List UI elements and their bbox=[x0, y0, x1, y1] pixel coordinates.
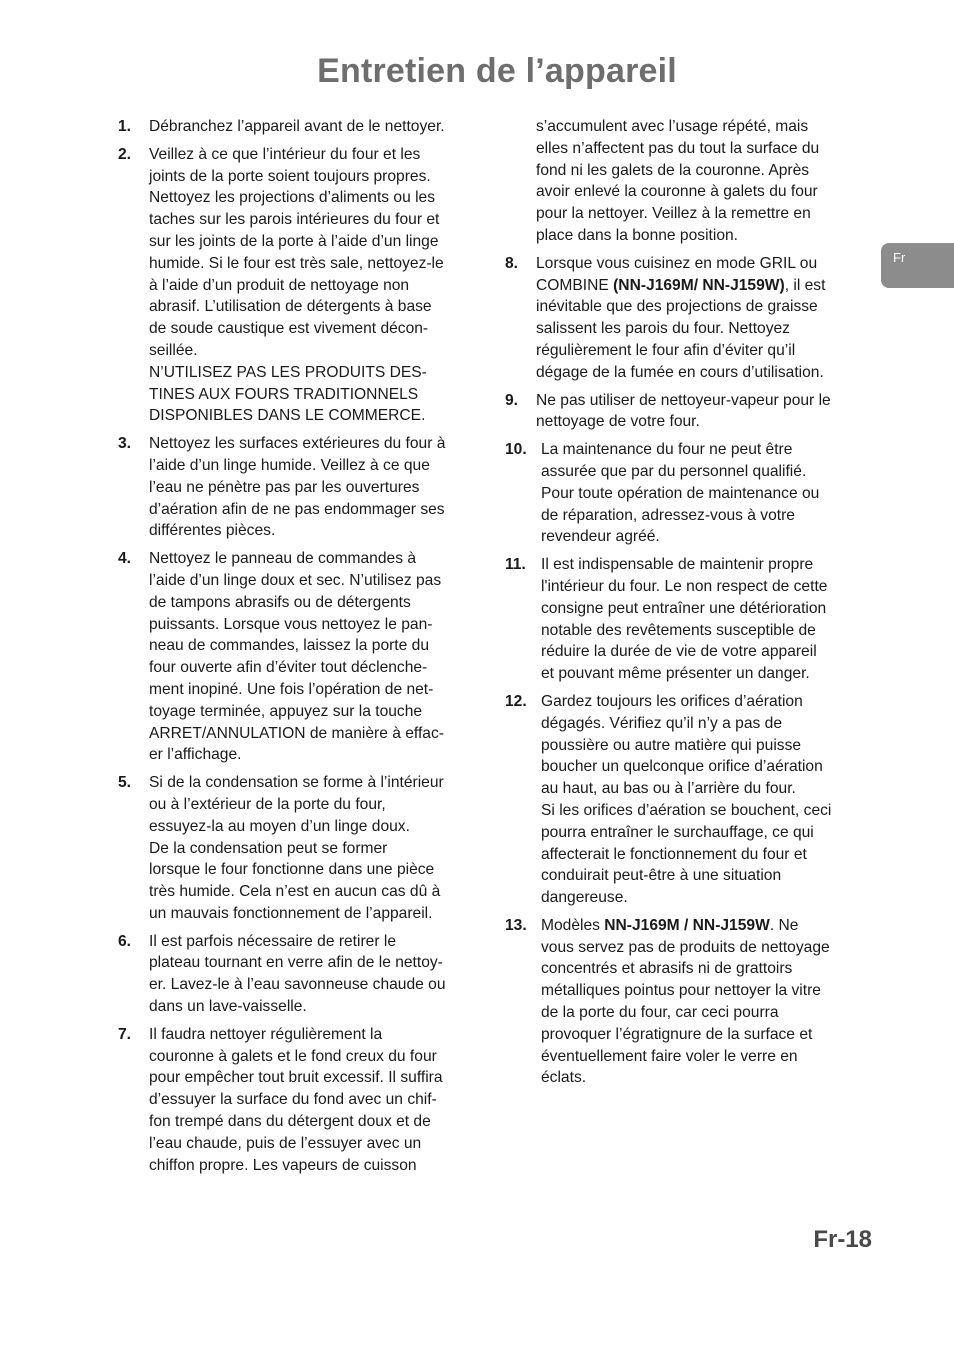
model-numbers: (NN-J169M/ NN-J159W) bbox=[613, 276, 785, 294]
item-number: 8. bbox=[505, 254, 519, 272]
list-item bbox=[505, 253, 873, 384]
item-text: Il faudra nettoyer régulièrement la couronne à galets et le fond creux du four pour empêcher tout bruit excessif. Il suffira d’essuyer la surface du fond avec un chif- fon trempé dans du détergent doux et de l’eau chaude, puis de l’essuyer avec un chiffon propre. Les vapeurs de cuisson bbox=[149, 1025, 443, 1174]
list-item bbox=[118, 433, 486, 542]
item-text-part: , il est inévitable que des projections de graisse salissent les parois du four. Nettoyez régulièrement le four afin d’éviter qu’il dégage de la fumée en cours d’utilisation. bbox=[536, 276, 826, 381]
list-item bbox=[505, 691, 873, 909]
list-item bbox=[118, 1024, 486, 1177]
list-item bbox=[505, 554, 873, 685]
item-number: 6. bbox=[118, 932, 132, 950]
list-item bbox=[118, 931, 486, 1018]
model-numbers: NN-J169M / NN-J159W bbox=[604, 916, 770, 934]
item-text-part: Lorsque vous cuisinez en mode GRIL ou COMBINE bbox=[536, 254, 818, 294]
item-text-part: Modèles bbox=[541, 916, 605, 934]
item-text: Gardez toujours les orifices d’aération dégagés. Vérifiez qu’il n’y a pas de poussière ou autre matière qui puisse boucher un quelconque orifice d’aération au haut, au bas ou à l’arrière du four. Si les orifices d’aération se bouchent, ceci pourra entraîner le surchauffage, ce qui affecterait le fonctionnement du four et conduirait peut-être à une situation dangereuse. bbox=[541, 692, 832, 907]
item-number: 4. bbox=[118, 550, 132, 568]
item-number: 5. bbox=[118, 774, 132, 792]
item-number: 1. bbox=[118, 118, 132, 135]
item-number: 7. bbox=[118, 1025, 132, 1043]
language-tab: Fr bbox=[881, 243, 954, 288]
list-item bbox=[505, 439, 873, 548]
page-title: Entretien de l’appareil bbox=[317, 52, 677, 90]
left-column bbox=[118, 116, 486, 1182]
item-text bbox=[536, 253, 873, 384]
item-text bbox=[541, 915, 873, 1089]
item-number: 10. bbox=[505, 441, 527, 459]
list-item bbox=[505, 915, 873, 1089]
item-number: 2. bbox=[118, 145, 132, 163]
item-number: 12. bbox=[505, 692, 527, 710]
item-number: 11. bbox=[505, 556, 526, 574]
item-text: s’accumulent avec l’usage répété, mais elles n’affectent pas du tout la surface du fond ni les galets de la couronne. Après avoir enlevé la couronne à galets du four pour la nettoyer. Veillez à la remettre en place dans la bonne position. bbox=[536, 118, 820, 244]
item-text: Débranchez l’appareil avant de le nettoyer. bbox=[149, 118, 445, 135]
list-item bbox=[505, 390, 873, 434]
page-number: Fr-18 bbox=[813, 1226, 872, 1253]
item-text: Veillez à ce que l’intérieur du four et les joints de la porte soient toujours propres. Nettoyez les projections d’aliments ou les taches sur les parois intérieures du four et sur les joints de la porte à l’aide d’un linge humide. Si le four est très sale, nettoyez-le à l’aide d’un produit de nettoyage non abrasif. L’utilisation de détergents à base de soude caustique est vivement décon- seillée. N’UTILISEZ PAS LES PRODUITS DES- TINES AUX FOURS TRADITIONNELS DISPONIBLES DANS LE COMMERCE. bbox=[149, 145, 444, 425]
item-text: Nettoyez le panneau de commandes à l’aide d’un linge doux et sec. N’utilisez pas de tampons abrasifs ou de détergents puissants. Lorsque vous nettoyez le pan- neau de commandes, laissez la porte du four ouverte afin d’éviter tout déclenche- ment inopiné. Une fois l’opération de net- toyage terminée, appuyez sur la touche ARRET/ANNULATION de manière à effac- er l’affichage. bbox=[149, 550, 444, 764]
item-number: 3. bbox=[118, 435, 132, 453]
item-number: 9. bbox=[505, 391, 519, 409]
item-text: Il est indispensable de maintenir propre l'intérieur du four. Le non respect de cette consigne peut entraîner une détérioration notable des revêtements susceptible de réduire la durée de vie de votre appareil et pouvant même présenter un danger. bbox=[541, 556, 828, 683]
item-text: Si de la condensation se forme à l’intérieur ou à l’extérieur de la porte du four, essuyez-la au moyen d’un linge doux. De la condensation peut se former lorsque le four fonctionne dans une pièce très humide. Cela n’est en aucun cas dû à un mauvais fonctionnement de l’appareil. bbox=[149, 774, 444, 922]
list-item-continuation bbox=[505, 116, 873, 247]
item-text-part: . Ne vous servez pas de produits de nettoyage concentrés et abrasifs ni de grattoirs métalliques pointus pour nettoyer la vitre de la porte du four, car ceci pourra provoquer l’égratignure de la surface et éventuellement faire voler le verre en éclats. bbox=[541, 916, 830, 1087]
list-item bbox=[118, 772, 486, 925]
item-text: Nettoyez les surfaces extérieures du four à l’aide d’un linge humide. Veillez à ce que l’eau ne pénètre pas par les ouvertures d’aération afin de ne pas endommager ses différentes pièces. bbox=[149, 435, 446, 540]
right-column bbox=[505, 116, 873, 1095]
item-number: 13. bbox=[505, 916, 527, 934]
list-item bbox=[118, 116, 486, 138]
item-text: La maintenance du four ne peut être assurée que par du personnel qualifié. Pour toute opération de maintenance ou de réparation, adressez-vous à votre revendeur agréé. bbox=[541, 441, 820, 546]
item-text: Ne pas utiliser de nettoyeur-vapeur pour le nettoyage de votre four. bbox=[536, 391, 831, 431]
item-text: Il est parfois nécessaire de retirer le plateau tournant en verre afin de le nettoy- er. Lavez-le à l’eau savonneuse chaude ou dans un lave-vaisselle. bbox=[149, 932, 446, 1016]
list-item bbox=[118, 548, 486, 766]
list-item bbox=[118, 144, 486, 427]
